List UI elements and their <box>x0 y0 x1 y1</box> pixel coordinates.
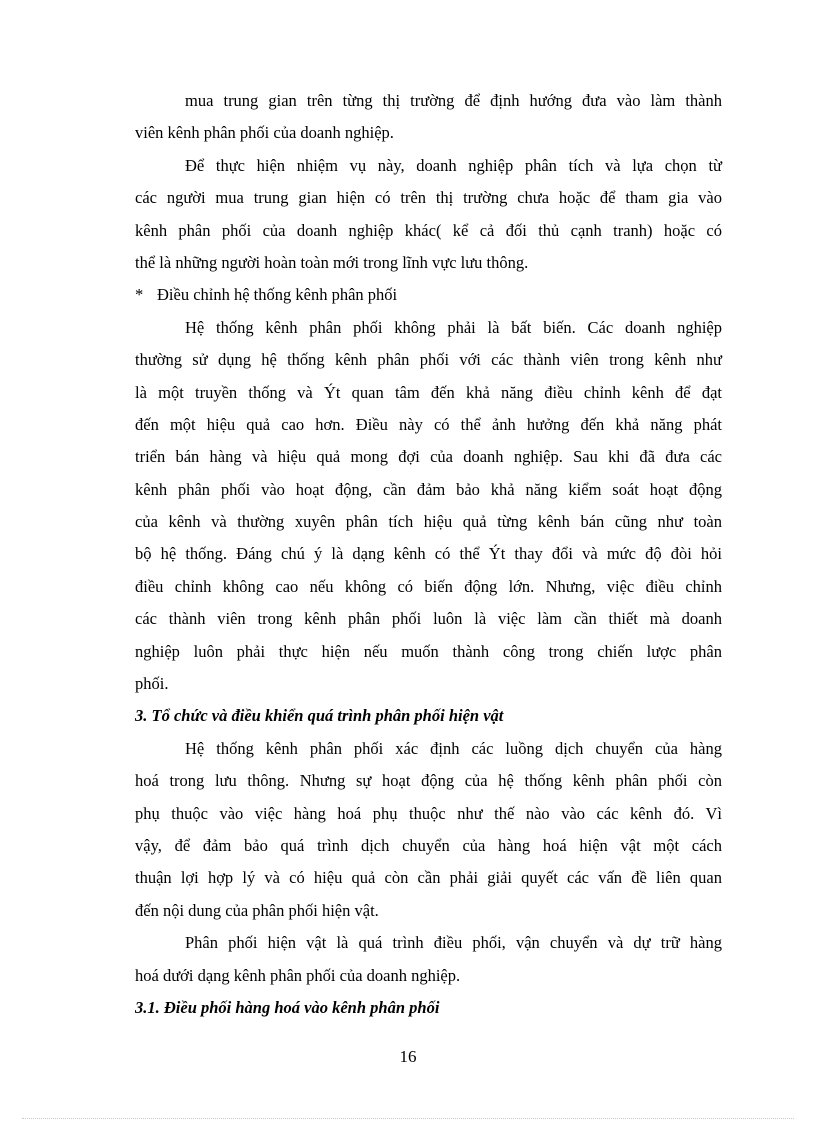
text-line: mua trung gian trên từng thị trường để định hướng đưa vào làm thành <box>185 91 722 110</box>
page-border-dotted <box>22 1118 794 1119</box>
text-line: bộ hệ thống. Đáng chú ý là dạng kênh có thể Ýt thay đổi và mức độ đòi hỏi <box>135 544 722 564</box>
text-line: đến nội dung của phân phối hiện vật. <box>135 900 379 920</box>
text-line: thể là những người hoàn toàn mới trong lĩnh vực lưu thông. <box>135 252 529 272</box>
text-line: thuận lợi hợp lý và có hiệu quả còn cần phải giải quyết các vấn đề liên quan <box>135 868 722 888</box>
text-line: hoá trong lưu thông. Nhưng sự hoạt động của hệ thống kênh phân phối còn <box>135 771 722 791</box>
text-line: các thành viên trong kênh phân phối luôn là việc làm cần thiết mà doanh <box>135 609 722 629</box>
text-line: phối. <box>135 674 169 694</box>
text-line: Để thực hiện nhiệm vụ này, doanh nghiệp phân tích và lựa chọn từ <box>185 155 722 175</box>
text-line: là một truyền thống và Ýt quan tâm đến khả năng điều chỉnh kênh để đạt <box>135 382 722 402</box>
text-line: thường sử dụng hệ thống kênh phân phối với các thành viên trong kênh như <box>135 350 722 370</box>
page-number: 16 <box>399 1047 417 1066</box>
text-line: Hệ thống kênh phân phối xác định các luồng dịch chuyển của hàng <box>185 738 722 758</box>
text-line: các người mua trung gian hiện có trên thị trường chưa hoặc để tham gia vào <box>135 188 722 208</box>
text-line: đến một hiệu quả cao hơn. Điều này có thể ảnh hưởng đến khả năng phát <box>135 414 722 434</box>
body-text <box>135 85 722 1024</box>
text-line: triển bán hàng và hiệu quả mong đợi của doanh nghiệp. Sau khi đã đưa các <box>135 447 722 467</box>
text-line: nghiệp luôn phải thực hiện nếu muốn thành công trong chiến lược phân <box>135 641 722 661</box>
section-heading: 3. Tổ chức và điều khiển quá trình phân phối hiện vật <box>135 706 504 726</box>
text-line: của kênh và thường xuyên phân tích hiệu quả từng kênh bán cũng như toàn <box>135 512 722 532</box>
text-line: vậy, để đảm bảo quá trình dịch chuyển của hàng hoá hiện vật một cách <box>135 835 722 855</box>
text-line: kênh phân phối vào hoạt động, cần đảm bảo khả năng kiểm soát hoạt động <box>135 479 722 499</box>
text-line: phụ thuộc vào việc hàng hoá phụ thuộc như thế nào vào các kênh đó. Vì <box>135 803 722 823</box>
section-heading: 3.1. Điều phối hàng hoá vào kênh phân phối <box>135 997 440 1017</box>
text-line: điều chỉnh không cao nếu không có biến động lớn. Nhưng, việc điều chỉnh <box>135 576 722 596</box>
asterisk-bullet-icon: * <box>135 285 144 305</box>
text-line: Phân phối hiện vật là quá trình điều phối, vận chuyển và dự trữ hàng <box>185 933 722 953</box>
bullet-item-text: Điều chỉnh hệ thống kênh phân phối <box>157 285 398 305</box>
text-line: kênh phân phối của doanh nghiệp khác( kể cả đối thủ cạnh tranh) hoặc có <box>135 220 722 240</box>
text-line: hoá dưới dạng kênh phân phối của doanh nghiệp. <box>135 965 461 985</box>
text-line: Hệ thống kênh phân phối không phải là bất biến. Các doanh nghiệp <box>185 317 722 337</box>
bullet-item <box>135 279 722 311</box>
text-line: viên kênh phân phối của doanh nghiệp. <box>135 123 394 143</box>
